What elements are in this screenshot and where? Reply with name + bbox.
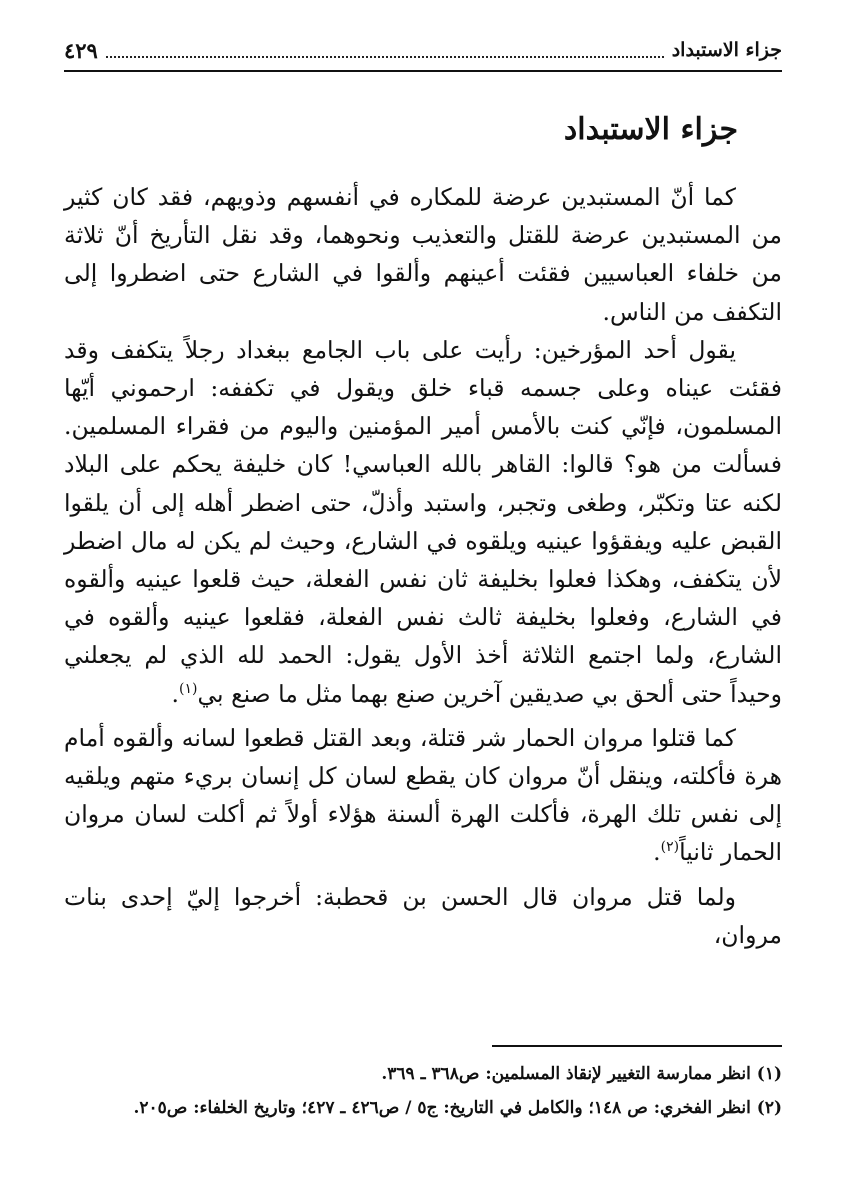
footnote-ref-1[interactable]: (١): [179, 680, 198, 697]
paragraph-4: ولما قتل مروان قال الحسن بن قحطبة: أخرجوا إليّ إحدى بنات مروان،: [64, 882, 782, 949]
paragraph-2: يقول أحد المؤرخين: رأيت على باب الجامع ببغداد رجلاً يتكفف وقد فقئت عيناه وعلى جسمه قباء خلق ويقول في تكففه: ارحموني أيّها المسلمون، فإنّي كنت بالأمس أمير المؤمنين واليوم من فقراء المسلمين. فسألت من هو؟ قالوا: القاهر بالله العباسي! كان خليفة يحكم على البلاد لكنه عتا وتكبّر، وطغى وتجبر، واستبد وأذلّ، حتى اضطر أهله إلى أن يلقوا القبض عليه ويفقؤوا عينيه ويلقوه في الشارع، وحيث لم يكن له مال اضطر لأن يتكفف، وهكذا فعلوا بخليفة ثان نفس الفعلة، حيث قلعوا عينيه وألقوه في الشارع، وفعلوا بخليفة ثالث نفس الفعلة، فقلعوا عينيه وألقوه في الشارع، ولما اجتمع الثلاثة أخذ الأول يقول: الحمد لله الذي لم يجعلني وحيداً حتى ألحق بي صديقين آخرين صنع بهما مثل ما صنع بي$^{(١)}$.: [64, 335, 782, 708]
paragraph-1: كما أنّ المستبدين عرضة للمكاره في أنفسهم وذويهم، فقد كان كثير من المستبدين عرضة للقتل والتعذيب ونحوهما، وقد نقل التأريخ أنّ ثلاثة من خلفاء العباسيين فقئت أعينهم وألقوا في الشارع حتى اضطروا إلى التكفف من الناس.: [64, 183, 782, 326]
chapter-title: جزاء الاستبداد: [563, 112, 738, 147]
paragraph-3: كما قتلوا مروان الحمار شر قتلة، وبعد القتل قطعوا لسانه وألقوه أمام هرة فأكلته، وينقل أنّ مروان كان يقطع لسان كل إنسان بريء متهم ويلقيه إلى نفس تلك الهرة، فأكلت الهرة ألسنة هؤلاء أولاً ثم أكلت لسان مروان الحمار ثانياً$^{(٢)}$.: [64, 723, 782, 867]
body-text: [64, 178, 782, 954]
dotted-leader: [106, 42, 664, 58]
footnote-1: (١) انظر ممارسة التغيير لإنقاذ المسلمين: ص٣٦٨ ـ ٣٦٩.: [381, 1064, 782, 1084]
running-header: [64, 30, 782, 72]
running-title: جزاء الاستبداد: [671, 39, 782, 61]
footnote-2: (٢) انظر الفخري: ص ١٤٨؛ والكامل في التاريخ: ج٥ / ص٤٢٦ ـ ٤٢٧؛ وتاريخ الخلفاء: ص٢٠٥.: [133, 1098, 782, 1118]
footnotes: [64, 1060, 782, 1128]
footnote-separator: [492, 1045, 782, 1047]
footnote-ref-2[interactable]: (٢): [660, 839, 680, 856]
page-number: ٤٢٩: [64, 37, 98, 63]
